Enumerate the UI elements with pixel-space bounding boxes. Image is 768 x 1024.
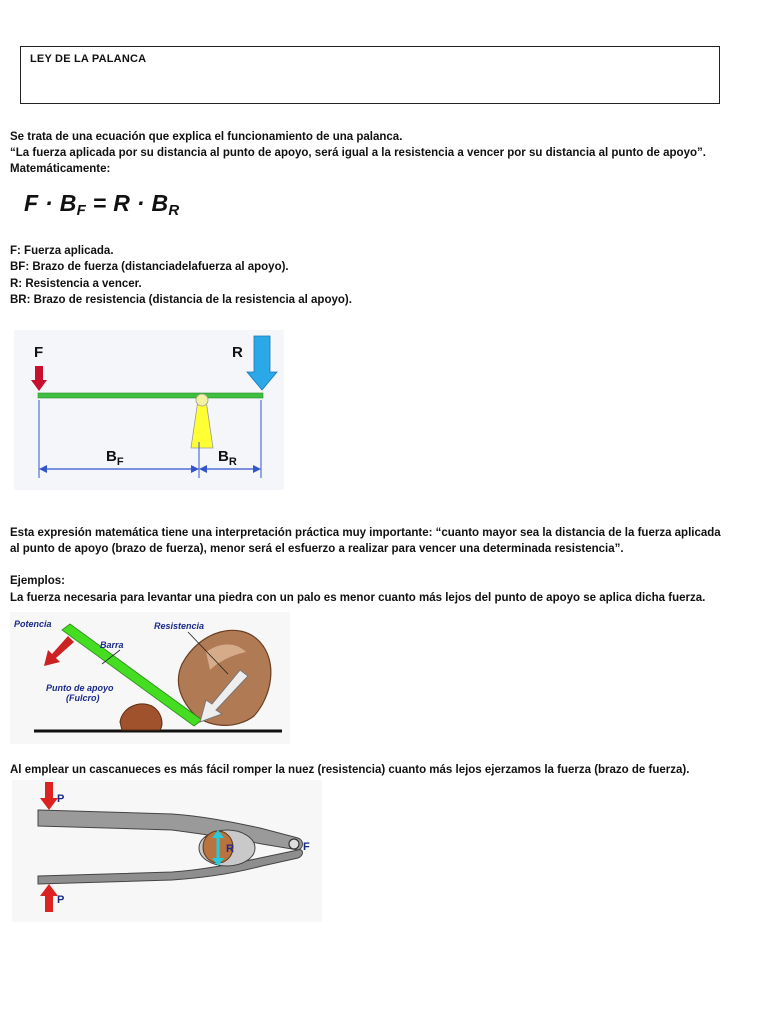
resistencia-label: Resistencia: [154, 621, 205, 631]
title-box: [20, 46, 720, 104]
formula-left: F · B: [24, 190, 77, 216]
fulcrum-pivot: [196, 394, 208, 406]
lever-br-label: $B_R$: [218, 448, 237, 468]
lever-formula: [24, 190, 180, 217]
p-bottom-label: P: [57, 894, 65, 906]
definition-r: R: Resistencia a vencer.: [10, 278, 142, 290]
punto-apoyo-label: Punto de apoyo: [46, 683, 114, 693]
page-title: LEY DE LA PALANCA: [30, 53, 147, 65]
formula-sub-r: R: [168, 202, 180, 219]
lever-force-label: F: [34, 344, 44, 361]
example-1-text: La fuerza necesaria para levantar una piedra con un palo es menor cuanto más lejos del punto de apoyo se aplica dicha fuerza.: [10, 592, 706, 604]
p-top-label: P: [57, 793, 65, 805]
f-label: F: [303, 841, 310, 853]
formula-right: = R · B: [86, 190, 169, 216]
examples-heading: Ejemplos:: [10, 575, 65, 587]
potencia-label: Potencia: [14, 619, 52, 629]
intro-line-1: Se trata de una ecuación que explica el funcionamiento de una palanca.: [10, 131, 403, 143]
nutcracker-diagram: [12, 780, 322, 922]
definition-br: BR: Brazo de resistencia (distancia de la resistencia al apoyo).: [10, 294, 352, 306]
interpretation-line-2: al punto de apoyo (brazo de fuerza), menor será el esfuerzo a realizar para vencer una determinada resistencia”.: [10, 543, 624, 555]
intro-line-3: Matemáticamente:: [10, 163, 111, 175]
rock-lever-diagram: [10, 612, 290, 744]
r-label: R: [226, 843, 234, 855]
definition-f: F: Fuerza aplicada.: [10, 245, 114, 257]
hinge-icon: [289, 839, 299, 849]
lever-diagram: [14, 330, 284, 490]
lever-diagram-background: [14, 330, 284, 490]
lever-bf-label: $B_F$: [106, 448, 124, 468]
interpretation-line-1: Esta expresión matemática tiene una interpretación práctica muy importante: “cuanto mayor sea la distancia de la fuerza aplicada: [10, 527, 721, 539]
definition-bf: BF: Brazo de fuerza (distanciadelafuerza al apoyo).: [10, 261, 289, 273]
barra-label: Barra: [100, 640, 124, 650]
lever-resistance-label: R: [232, 344, 243, 361]
lever-beam: [38, 393, 263, 398]
intro-line-2: “La fuerza aplicada por su distancia al punto de apoyo, será igual a la resistencia a vencer por su distancia al punto de apoyo”.: [10, 147, 706, 159]
fulcro-label: (Fulcro): [66, 693, 100, 703]
example-2-text: Al emplear un cascanueces es más fácil romper la nuez (resistencia) cuanto más lejos ejerzamos la fuerza (brazo de fuerza).: [10, 764, 690, 776]
formula-sub-f: F: [76, 202, 87, 219]
